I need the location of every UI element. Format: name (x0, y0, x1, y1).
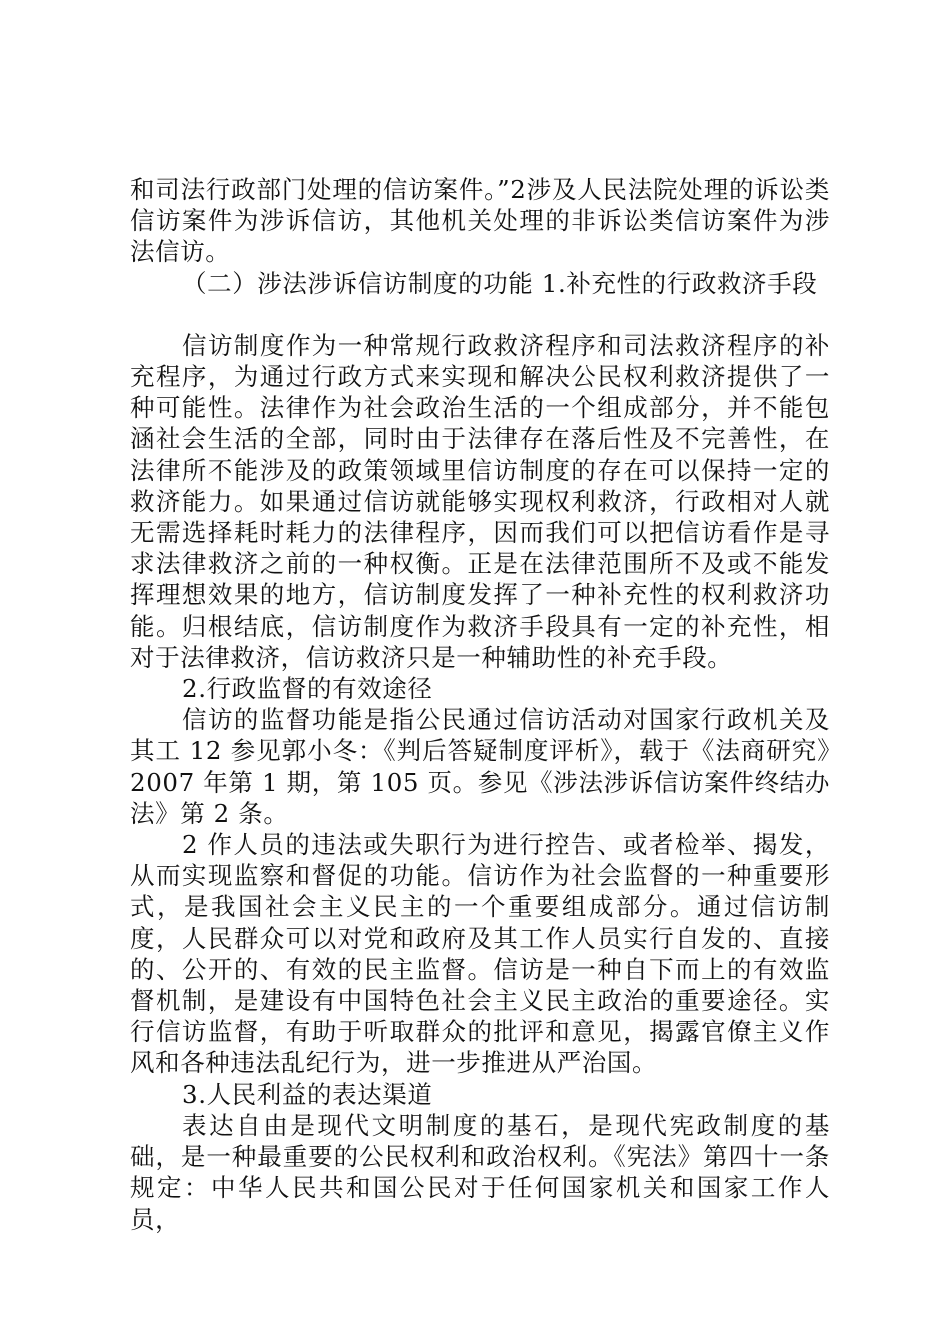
subheading-interest-expression: 3.人民利益的表达渠道 (182, 1079, 433, 1109)
paragraph-supervision-with-footnote: 信访的监督功能是指公民通过信访活动对国家行政机关及其工 12 参见郭小冬：《判后答疑制度评析》，载于《法商研究》2007 年第 1 期，第 105 页。参见《涉法涉诉信访案件终结办法》第 2 条。 (130, 705, 830, 828)
paragraph-intro-continuation: 和司法行政部门处理的信访案件。”2涉及人民法院处理的诉讼类信访案件为涉诉信访，其他机关处理的非诉讼类信访案件为涉法信访。 (130, 175, 830, 267)
paragraph-supervision-continued: 2 作人员的违法或失职行为进行控告、或者检举、揭发，从而实现监察和督促的功能。信访作为社会监督的一种重要形式，是我国社会主义民主的一个重要组成部分。通过信访制度，人民群众可以对党和政府及其工作人员实行自发的、直接的、公开的、有效的民主监督。信访是一种自下而上的有效监督机制，是建设有中国特色社会主义民主政治的重要途径。实行信访监督，有助于听取群众的批评和意见，揭露官僚主义作风和各种违法乱纪行为，进一步推进从严治国。 (130, 830, 830, 1078)
document-body (130, 174, 830, 1235)
paragraph-gap (130, 299, 830, 330)
paragraph-supplementary-remedy: 信访制度作为一种常规行政救济程序和司法救济程序的补充程序，为通过行政方式来实现和解决公民权利救济提供了一种可能性。法律作为社会政治生活的一个组成部分，并不能包涵社会生活的全部，同时由于法律存在落后性及不完善性，在法律所不能涉及的政策领域里信访制度的存在可以保持一定的救济能力。如果通过信访就能够实现权利救济，行政相对人就无需选择耗时耗力的法律程序，因而我们可以把信访看作是寻求法律救济之前的一种权衡。正是在法律范围所不及或不能发挥理想效果的地方，信访制度发挥了一种补充性的权利救济功能。归根结底，信访制度作为救济手段具有一定的补充性，相对于法律救济，信访救济只是一种辅助性的补充手段。 (130, 330, 830, 672)
paragraph-freedom-of-expression: 表达自由是现代文明制度的基石，是现代宪政制度的基础，是一种最重要的公民权利和政治权利。《宪法》第四十一条规定：中华人民共和国公民对于任何国家机关和国家工作人员， (130, 1110, 830, 1234)
section-heading-functions: （二）涉法涉诉信访制度的功能 1.补充性的行政救济手段 (182, 268, 818, 298)
subheading-administrative-supervision: 2.行政监督的有效途径 (182, 674, 433, 704)
